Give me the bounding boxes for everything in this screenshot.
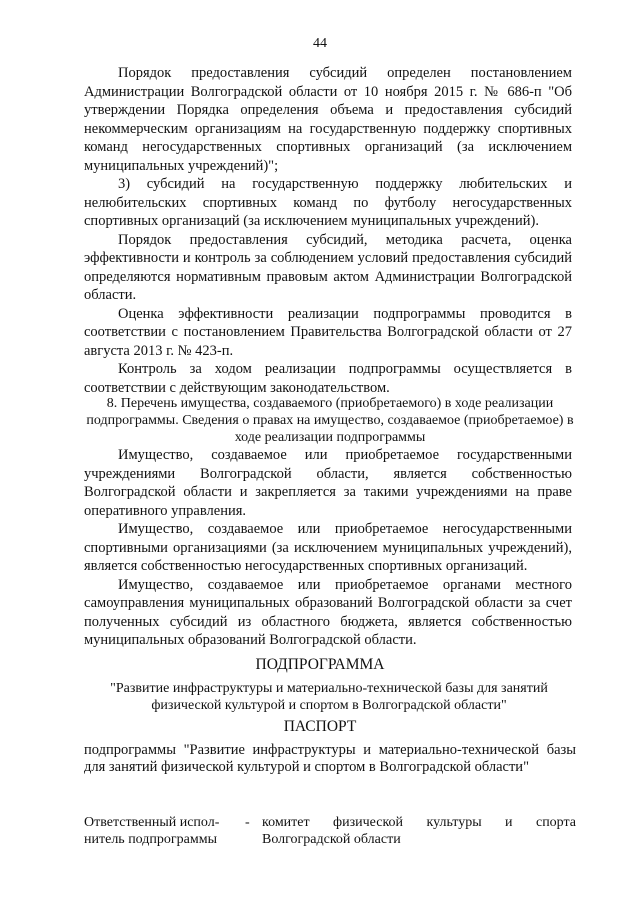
subprogram-title: ПОДПРОГРАММА bbox=[255, 656, 385, 673]
passport-row-label: Ответственный испол- нитель подпрограммы bbox=[84, 815, 220, 847]
subprogram-name: "Развитие инфраструктуры и материально-технической базы для занятий физической культурой и спортом в Волгоградской области" bbox=[110, 681, 548, 713]
paragraph-subsidy-item-3: 3) субсидий на государственную поддержку любительских и нелюбительских спортивных команд по футболу негосударственных спортивных организаций (за исключением муниципальных учреждений). bbox=[84, 176, 572, 229]
paragraph-nongovernment-property: Имущество, создаваемое или приобретаемое негосударственными спортивными организациями (за исключением муниципальных учреждений), является собственностью негосударственных спортивных организаций. bbox=[84, 521, 572, 574]
paragraph-municipal-property: Имущество, создаваемое или приобретаемое органами местного самоуправления муниципальных образований Волгоградской области за счет полученных субсидий из областного бюджета, является собственностью муниципальных образований Волгоградской области. bbox=[84, 576, 572, 648]
top-text-block bbox=[84, 64, 572, 397]
paragraph-methodology: Порядок предоставления субсидий, методика расчета, оценка эффективности и контроль за соблюдением условий предоставления субсидий определяются нормативным правовым актом Администрации Волгоградской области. bbox=[84, 231, 572, 303]
passport-row-value: комитет физической культуры и спорта Волгоградской области bbox=[262, 815, 576, 847]
section-8-heading: 8. Перечень имущества, создаваемого (приобретаемого) в ходе реализации подпрограммы. Сведения о правах на имущество, создаваемое (приобретаемое) в ходе реализации подпрограммы bbox=[86, 396, 574, 445]
paragraph-state-property: Имущество, создаваемое или приобретаемое государственными учреждениями Волгоградской области, является собственностью Волгоградской области и закрепляется за такими учреждениями на праве оперативного управления. bbox=[84, 447, 572, 519]
passport-subtitle: подпрограммы "Развитие инфраструктуры и материально-технической базы для занятий физической культурой и спортом в Волгоградской области" bbox=[84, 742, 576, 775]
page-number: 44 bbox=[313, 36, 327, 51]
paragraph-control: Контроль за ходом реализации подпрограммы осуществляется в соответствии с действующим законодательством. bbox=[84, 361, 572, 396]
paragraph-efficiency: Оценка эффективности реализации подпрограммы проводится в соответствии с постановлением Правительства Волгоградской области от 27 августа 2013 г. № 423-п. bbox=[84, 305, 572, 359]
passport-row-dash: - bbox=[245, 815, 250, 830]
paragraph-subsidy-procedure: Порядок предоставления субсидий определен постановлением Администрации Волгоградской области от 10 ноября 2015 г. № 686-п "Об утверждении Порядка определения объема и предоставления субсидий некоммерческим организациям на государственную поддержку спортивных команд негосударственных спортивных организаций (за исключением муниципальных учреждений)"; bbox=[84, 65, 572, 174]
passport-title: ПАСПОРТ bbox=[283, 718, 357, 735]
section-8-text-block bbox=[84, 446, 572, 650]
